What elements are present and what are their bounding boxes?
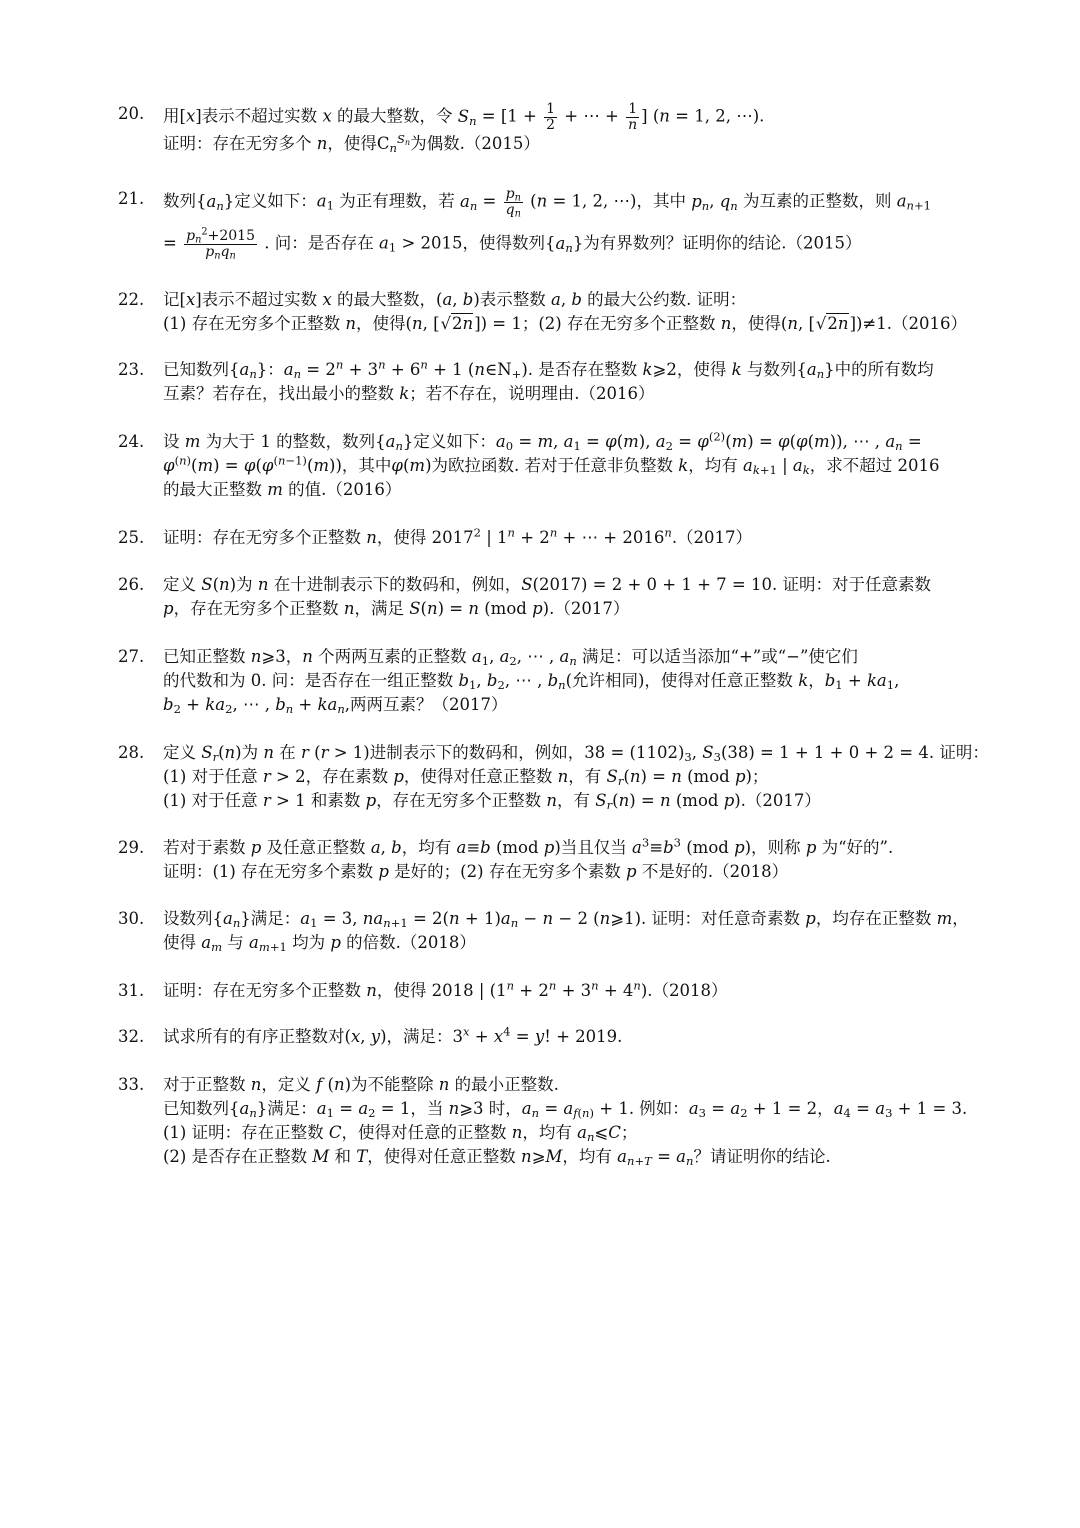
- problem-number: 26.: [118, 575, 145, 594]
- problem-line: 证明：存在无穷多个正整数 n，使得 2018 | $(1^n + 2^n + 3^n + 4^n).(2018)$: [163, 978, 728, 1000]
- problem-number: 20.: [118, 104, 145, 123]
- problem-line: p，存在无穷多个正整数 n，满足 S(n) = n (mod p).（2017）: [163, 599, 630, 618]
- problem-number: 29.: [118, 838, 145, 857]
- problem-26: [118, 573, 1018, 621]
- problem-number: 28.: [118, 743, 145, 762]
- problem-line: 数列$\{a_n\}$定义如下：$a_1$ 为正有理数，若 $a_n$ = $\frac{p_n}{q_n}$ (n = 1, 2, ⋯)，其中 $p_n$, $q_n$ 为互素的正整数，则 $a_{n+1}$: [163, 186, 932, 220]
- problem-number: 32.: [118, 1027, 145, 1046]
- problem-31: [118, 979, 1018, 1003]
- problem-line: 证明：(1) 存在无穷多个素数 p 是好的；(2) 存在无穷多个素数 p 不是好的.（2018）: [163, 862, 789, 881]
- problem-line: $\varphi^{(n)}(m) = \varphi(\varphi^{(n-1)}(m))$，其中φ(m)为欧拉函数. 若对于任意非负整数 k，均有 $a_{k+1}$ | $a_k$，求不超过 2016: [163, 453, 940, 477]
- problem-number: 31.: [118, 981, 145, 1000]
- problem-line: 已知数列$\{a_n\}$满足：$a_1 = a_2 = 1$，当 n⩾3 时，$a_n = a_{f(n)} + 1$. 例如：$a_3 = a_2 + 1 = 2$，$a_4 = a_3 + 1 = 3$.: [163, 1099, 968, 1120]
- problem-line: 试求所有的有序正整数对(x, y)，满足：$3^x + x^4 = y$! + 2019.: [163, 1024, 623, 1046]
- problem-21: [118, 187, 1018, 260]
- problem-line: 定义 $S_r(n)$为 n 在 r (r > 1)进制表示下的数码和，例如，$38 = (1102)_3$, $S_3(38) = 1 + 1 + 0 + 2 = 4$. 证明：: [163, 743, 989, 764]
- problem-32: [118, 1025, 1018, 1049]
- problem-line: 定义 S(n)为 n 在十进制表示下的数码和，例如，S(2017) = 2 + 0 + 1 + 7 = 10. 证明：对于任意素数: [163, 575, 931, 594]
- problem-line: 若对于素数 p 及任意正整数 a, b，均有 a≡b (mod p)当且仅当 $a^3\equiv b^3$ (mod p)，则称 p 为“好的”.: [163, 835, 894, 857]
- problem-line: 使得 $a_m$ 与 $a_{m+1}$ 均为 p 的倍数.（2018）: [163, 933, 476, 954]
- problem-number: 21.: [118, 189, 145, 208]
- problem-number: 33.: [118, 1075, 145, 1094]
- problem-29: [118, 836, 1018, 884]
- problem-33: [118, 1073, 1018, 1169]
- problem-line: 的最大正整数 m 的值.（2016）: [163, 480, 402, 499]
- problem-line: 互素？若存在，找出最小的整数 k；若不存在，说明理由.（2016）: [163, 384, 655, 403]
- problem-number: 22.: [118, 290, 145, 309]
- problem-line: 用[x]表示不超过实数 x 的最大整数，令 $S_n = [1$ + $\frac{1}{2}$ + ⋯ + $\frac{1}{n}$ ] (n = 1, 2, ⋯).: [163, 101, 765, 133]
- problem-line: 设 m 为大于 1 的整数，数列$\{a_n\}$定义如下：$a_0 = m$, $a_1 = \varphi(m)$, $a_2 = \varphi^{(2)}(m) = \varphi(\varphi(m))$, ⋯ , $a_n$ =: [163, 429, 922, 453]
- problem-line: $b_2 + ka_2$, ⋯ , $b_n + ka_n$,两两互素？（2017）: [163, 695, 508, 716]
- problem-20: [118, 102, 1018, 156]
- problem-line: (1) 对于任意 r > 1 和素数 p，存在无穷多个正整数 n，有 $S_r(n) = n$ (mod p).（2017）: [163, 791, 821, 812]
- problem-line: 证明：存在无穷多个 n，使得$C_n^{S_n}$为偶数.（2015）: [163, 132, 540, 156]
- problem-line: 记[x]表示不超过实数 x 的最大整数，(a, b)表示整数 a, b 的最大公约数. 证明：: [163, 290, 747, 309]
- problem-line: 的代数和为 0. 问：是否存在一组正整数 $b_1$, $b_2$, ⋯ , $b_n$(允许相同)，使得对任意正整数 k，$b_1 + ka_1$,: [163, 671, 900, 692]
- problem-line: 已知数列$\{a_n\}$：$a_n = 2^n + 3^n + 6^n + 1$ $(n\in N_+)$. 是否存在整数 k⩾2，使得 k 与数列$\{a_n\}$中的所有数均: [163, 357, 934, 381]
- problem-number: 27.: [118, 647, 145, 666]
- problem-24: [118, 430, 1018, 502]
- problem-28: [118, 741, 1018, 813]
- problem-line: (1) 对于任意 r > 2，存在素数 p，使得对任意正整数 n，有 $S_r(n) = n$ (mod p)；: [163, 767, 769, 788]
- problem-number: 30.: [118, 909, 145, 928]
- problem-line: (1) 证明：存在正整数 C，使得对任意的正整数 n，均有 $a_n⩽C$；: [163, 1123, 638, 1144]
- problem-number: 23.: [118, 360, 145, 379]
- problem-30: [118, 907, 1018, 955]
- problem-27: [118, 645, 1018, 717]
- problem-line: 设数列$\{a_n\}$满足：$a_1 = 3$, $na_{n+1} = 2(n + 1)a_n - n - 2$ (n⩾1). 证明：对任意奇素数 p，均存在正整数 m，: [163, 909, 969, 930]
- problem-line: 对于正整数 n，定义 f (n)为不能整除 n 的最小正整数.: [163, 1075, 559, 1094]
- problem-line: = $\frac{p_n^2+2015}{p_nq_n}$ . 问：是否存在 $a_1 > 2015$，使得数列$\{a_n\}$为有界数列？证明你的结论.（2015）: [163, 227, 862, 262]
- problem-line: 证明：存在无穷多个正整数 n，使得 2017$^2$ | $1^n + 2^n$ + ⋯ + $2016^n.(2017)$: [163, 525, 753, 547]
- problem-25: [118, 526, 1018, 550]
- problem-line: (2) 是否存在正整数 M 和 T，使得对任意正整数 n⩾M，均有 $a_{n+T} = a_n$？请证明你的结论.: [163, 1147, 831, 1168]
- problem-23: [118, 358, 1018, 406]
- problem-line: (1) 存在无穷多个正整数 n，使得(n, [√2n]) = 1；(2) 存在无穷多个正整数 n，使得(n, [√2n])≠1.（2016）: [163, 314, 967, 333]
- problem-number: 25.: [118, 528, 145, 547]
- problem-line: 已知正整数 n⩾3，n 个两两互素的正整数 $a_1$, $a_2$, ⋯ , $a_n$ 满足：可以适当添加“+”或“−”使它们: [163, 647, 858, 668]
- problem-22: [118, 288, 1018, 336]
- problem-number: 24.: [118, 432, 145, 451]
